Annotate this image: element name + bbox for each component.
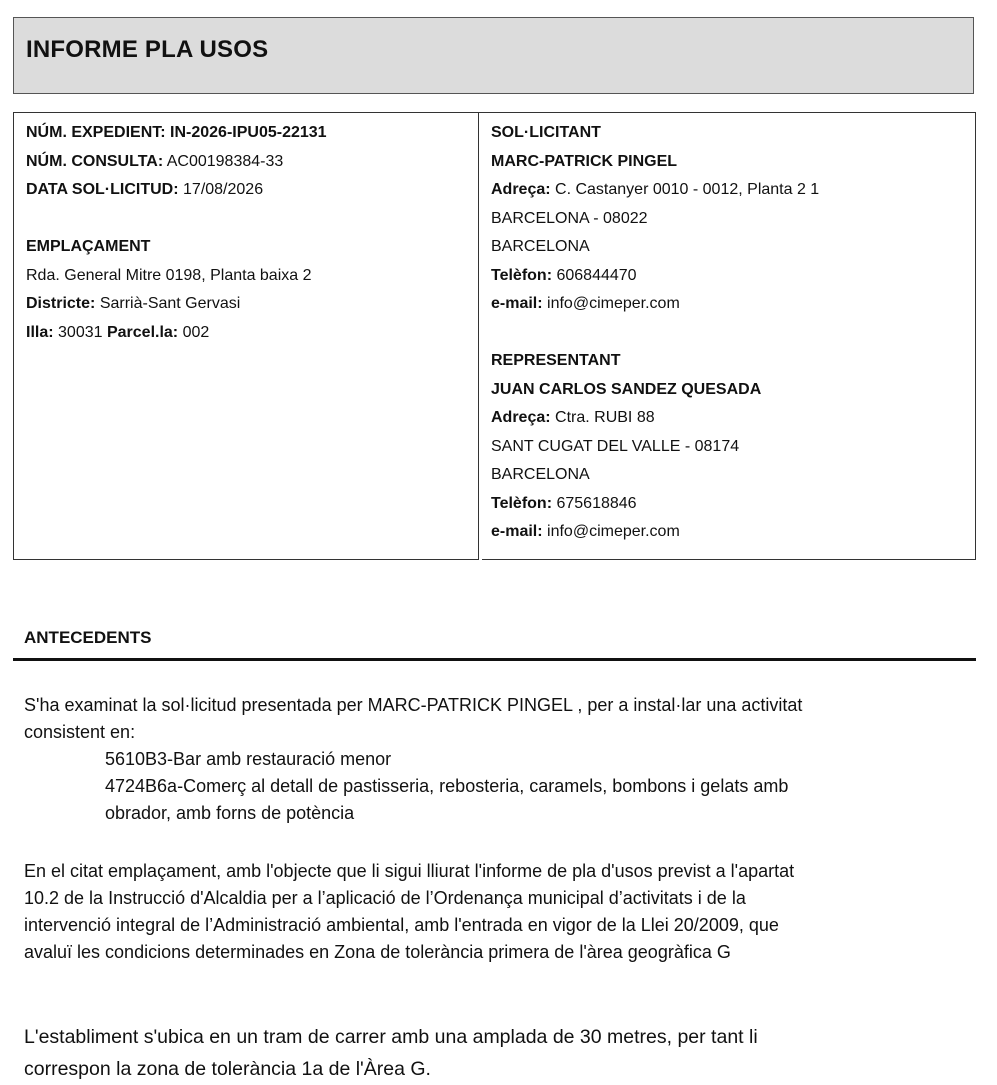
activity-item: 5610B3-Bar amb restauració menor (105, 749, 392, 769)
title-box (13, 17, 974, 94)
consulta-label: NÚM. CONSULTA: (26, 152, 164, 170)
solicitant-name: MARC-PATRICK PINGEL (491, 152, 678, 170)
representant-phone-row (491, 490, 819, 519)
districte-label: Districte: (26, 295, 96, 312)
representant-email-row (491, 518, 819, 547)
section-divider (13, 658, 976, 661)
paragraph-line: intervenció integral de l’Administració ambiental, amb l'entrada en vigor de la Llei 20/2009, que (24, 915, 779, 935)
paragraph-line: avaluï les condicions determinades en Zona de tolerància primera de l'àrea geogràfica G (24, 942, 731, 962)
solicitant-phone-row (491, 262, 819, 291)
emplacament-heading: EMPLAÇAMENT (26, 238, 151, 255)
data-value: 17/08/2026 (183, 181, 264, 198)
districte-value: Sarrià-Sant Gervasi (99, 295, 241, 312)
antecedents-paragraph (24, 858, 794, 966)
representant-email-value: info@cimeper.com (547, 523, 680, 540)
solicitant-heading: SOL·LICITANT (491, 124, 601, 141)
consulta-value: AC00198384-33 (166, 152, 284, 170)
expedient-row (26, 119, 327, 148)
solicitant-email-row (491, 290, 819, 319)
expedient-column (13, 112, 479, 560)
illa-row (26, 319, 327, 348)
parties-column (479, 112, 976, 560)
representant-city: SANT CUGAT DEL VALLE - 08174 (491, 437, 740, 455)
solicitant-address-label: Adreça: (491, 181, 551, 198)
representant-heading: REPRESENTANT (491, 352, 621, 369)
info-table (13, 112, 976, 560)
parcela-label: Parcel.la: (106, 323, 179, 341)
representant-name: JUAN CARLOS SANDEZ QUESADA (491, 380, 762, 398)
intro-line: consistent en: (24, 722, 136, 742)
representant-province: BARCELONA (491, 466, 590, 483)
activity-item: 4724B6a-Comerç al detall de pastisseria, rebosteria, caramels, bombons i gelats amb (105, 776, 789, 796)
solicitant-phone-label: Telèfon: (491, 266, 553, 284)
expedient-value: IN-2026-IPU05-22131 (170, 124, 327, 141)
zone-paragraph (24, 1021, 758, 1085)
intro-line: S'ha examinat la sol·licitud presentada per MARC-PATRICK PINGEL , per a instal·lar una activitat (24, 695, 803, 715)
parcela-value: 002 (182, 323, 210, 341)
representant-address-value: Ctra. RUBI 88 (555, 409, 655, 426)
paragraph-line: correspon la zona de tolerància 1a de l'Àrea G. (24, 1058, 431, 1080)
solicitant-address-row (491, 176, 819, 205)
data-label: DATA SOL·LICITUD: (26, 181, 179, 198)
solicitant-city: BARCELONA - 08022 (491, 209, 648, 227)
activity-item-continued: obrador, amb forns de potència (105, 803, 355, 823)
data-row (26, 176, 327, 205)
illa-value: 30031 (58, 323, 103, 341)
paragraph-line: L'establiment s'ubica en un tram de carrer amb una amplada de 30 metres, per tant li (24, 1026, 758, 1048)
solicitant-email-value: info@cimeper.com (547, 295, 680, 312)
representant-phone-value: 675618846 (556, 494, 637, 512)
page-title: INFORME PLA USOS (26, 36, 269, 63)
paragraph-line: En el citat emplaçament, amb l'objecte que li sigui lliurat l'informe de pla d'usos previst a l'apartat (24, 861, 795, 881)
solicitant-address-value: C. Castanyer 0010 - 0012, Planta 2 1 (555, 181, 820, 198)
antecedents-intro (24, 692, 802, 827)
expedient-label: NÚM. EXPEDIENT: (26, 124, 166, 141)
consulta-row (26, 148, 327, 177)
solicitant-email-label: e-mail: (491, 295, 543, 312)
representant-address-label: Adreça: (491, 409, 551, 426)
solicitant-phone-value: 606844470 (556, 266, 637, 284)
emplacament-address: Rda. General Mitre 0198, Planta baixa 2 (26, 266, 312, 284)
solicitant-province: BARCELONA (491, 238, 590, 255)
antecedents-heading: ANTECEDENTS (24, 628, 152, 647)
representant-phone-label: Telèfon: (491, 494, 553, 512)
representant-address-row (491, 404, 819, 433)
illa-label: Illa: (26, 323, 54, 341)
districte-row (26, 290, 327, 319)
representant-email-label: e-mail: (491, 523, 543, 540)
paragraph-line: 10.2 de la Instrucció d'Alcaldia per a l’aplicació de l’Ordenança municipal d’activitats i de la (24, 888, 746, 908)
